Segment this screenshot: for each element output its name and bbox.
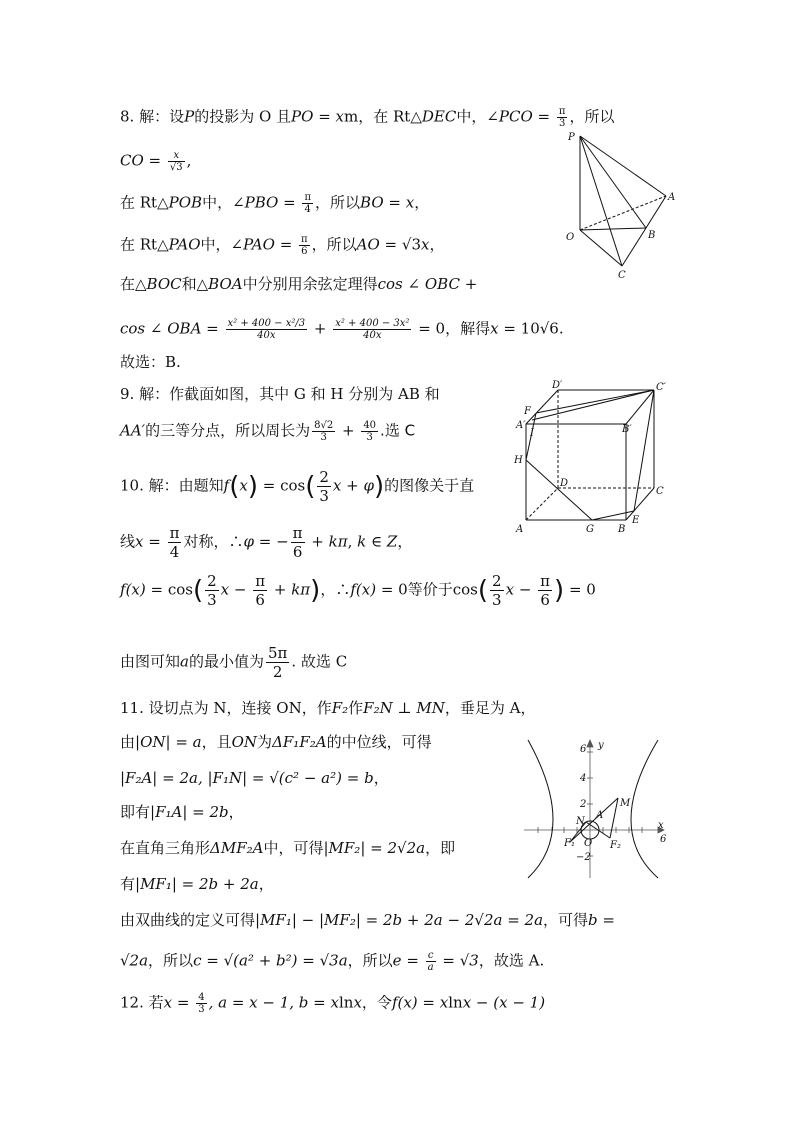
label-F2: F₂ (610, 840, 621, 851)
label-O: O (584, 838, 593, 849)
fraction: $\frac{\pi}{6}$ (292, 524, 303, 561)
hyperbola-figure (524, 738, 666, 878)
q11-line-1: 11. 设切点为 N，连接 ON，作F₂作F₂N ⊥ MN，垂足为 A， (120, 699, 536, 717)
label-A: A (516, 524, 524, 535)
fraction: $\frac{40}{3}$ (363, 420, 377, 443)
q11-line-7: 由双曲线的定义可得|MF₁| − |MF₂| = 2b + 2a − 2√2a = 2a，可得b = (120, 911, 615, 929)
q9-line-1: 9. 解：作截面如图，其中 G 和 H 分别为 AB 和 (120, 385, 440, 403)
label-P: P (568, 132, 575, 143)
label-H: H (514, 455, 523, 466)
q10-line-4: 由图可知a的最小值为 $\frac{5\pi}{2}$ . 故选 C (120, 644, 348, 681)
fraction: $\frac{\pi}{6}$ (255, 572, 266, 609)
fraction: $\frac{2}{3}$ (319, 468, 329, 505)
text: ，所以 (569, 107, 615, 126)
label-C: C (656, 486, 664, 497)
q11-line-5: 在直角三角形ΔMF₂A中，可得|MF₂| = 2√2a，即 (120, 839, 456, 857)
label-B: B (648, 230, 656, 241)
label-G: G (586, 524, 594, 535)
text: 8. 解：设 (120, 107, 185, 126)
text: = (532, 107, 555, 126)
label-D: D (560, 478, 569, 489)
text: PCO (498, 107, 533, 126)
q9-line-2: AA′的三等分点，所以周长为 $\frac{8√2}{3}$ + $\frac{40}{3}$ .选 C (120, 420, 416, 443)
tick-x6: 6 (660, 834, 667, 845)
label-M: M (620, 798, 631, 809)
fraction: $\frac{\pi}{4}$ (169, 524, 180, 561)
tick-2: 2 (580, 799, 587, 810)
text: P (184, 107, 195, 126)
tick-4: 4 (580, 773, 587, 784)
fraction: $\frac{\text{x² + 400 − 3x²}}{40x}$ (335, 318, 410, 341)
fraction: $\frac{\pi}{4}$ (304, 192, 312, 215)
q11-line-8: √2a，所以c = √(a² + b²) = √3a，所以e = $\frac{c}{a}$ = √3，故选 A. (120, 950, 545, 973)
label-F1: F₁ (564, 838, 575, 849)
label-D-prime: D′ (552, 380, 563, 391)
pyramid-figure (562, 130, 682, 280)
label-B: B (618, 524, 626, 535)
q11-line-6: 有|MF₁| = 2b + 2a， (120, 875, 274, 893)
fraction: $\frac{5\pi}{2}$ (267, 644, 288, 681)
q12-line-1: 12. 若x = $\frac{4}{3}$ , a = x − 1, b = xlnx，令f(x) = xlnx − (x − 1) (120, 992, 546, 1015)
q11-line-3: |F₂A| = 2a, |F₁N| = √(c² − a²) = b， (120, 769, 389, 787)
fraction: $\frac{\pi}{6}$ (301, 234, 308, 257)
fraction: $\frac{2}{3}$ (492, 572, 502, 609)
text: 的投影为 O 且 (194, 107, 292, 126)
text: m，在 Rt△ (344, 107, 422, 126)
text: PO = x (291, 107, 344, 126)
q10-line-3: f(x) = cos( $\frac{2}{3}$ x − $\frac{\pi}{6}$ + kπ)，∴f(x) = 0等价于cos( $\frac{2}{3}$ x − $\frac{\pi}{6}$ ) = 0 (120, 572, 596, 609)
q11-line-2: 由|ON| = a，且ON为ΔF₁F₂A的中位线，可得 (120, 733, 432, 751)
fraction: $\frac{\text{x² + 400 − x²/3}}{40x}$ (227, 318, 306, 341)
q8-line-1 (120, 106, 614, 129)
fraction: $\frac{x}{√3}$ (169, 150, 183, 173)
q8-line-3: 在 Rt△POB中，∠PBO = $\frac{\pi}{4}$ ，所以BO = x， (120, 192, 430, 215)
text: = (143, 151, 166, 170)
fraction: $\frac{\pi}{3}$ (558, 106, 566, 129)
q8-line-7: 故选：B. (120, 353, 181, 371)
label-F: F (524, 406, 531, 417)
q8-line-2 (120, 150, 191, 173)
label-A: A (668, 192, 676, 203)
fraction: $\frac{8√2}{3}$ (314, 420, 334, 443)
label-B-prime: B′ (622, 424, 632, 435)
fraction: $\frac{\pi}{6}$ (540, 572, 551, 609)
tick-neg2: −2 (576, 852, 591, 863)
q10-line-1: 10. 解：由题知f(x) = cos( $\frac{2}{3}$ x + φ)的图像关于直 (120, 468, 475, 505)
label-E: E (632, 515, 640, 526)
label-C: C (618, 270, 626, 281)
cube-figure (512, 380, 672, 535)
q10-line-2: 线x = $\frac{\pi}{4}$ 对称，∴φ = − $\frac{\pi}{6}$ + kπ, k ∈ Z， (120, 524, 413, 561)
label-N: N (576, 816, 585, 827)
label-A: A (596, 810, 604, 821)
q8-line-6: cos ∠ OBA = $\frac{\text{x² + 400 − x²/3}}{40x}$ + $\frac{\text{x² + 400 − 3x²}}{40x}$ = 0，解得x = 10√6. (120, 318, 564, 341)
label-y: y (598, 740, 604, 751)
fraction: $\frac{2}{3}$ (207, 572, 217, 609)
label-O: O (566, 232, 575, 243)
text: , (186, 151, 192, 170)
fraction: $\frac{c}{a}$ (427, 950, 434, 973)
q8-line-4: 在 Rt△PAO中，∠PAO = $\frac{\pi}{6}$ ，所以AO = √3x， (120, 234, 445, 257)
text: 中，∠ (456, 107, 499, 126)
tick-6: 6 (580, 744, 587, 755)
q8-line-5: 在△BOC和△BOA中分别用余弦定理得cos ∠ OBC + (120, 275, 478, 293)
q11-line-4: 即有|F₁A| = 2b， (120, 803, 244, 821)
fraction: $\frac{4}{3}$ (198, 992, 205, 1015)
label-C-prime: C′ (656, 382, 666, 393)
text: DEC (421, 107, 457, 126)
label-A-prime: A′ (516, 420, 526, 431)
label-x: x (658, 820, 664, 831)
label-I: I (530, 428, 534, 439)
text: CO (120, 151, 144, 170)
